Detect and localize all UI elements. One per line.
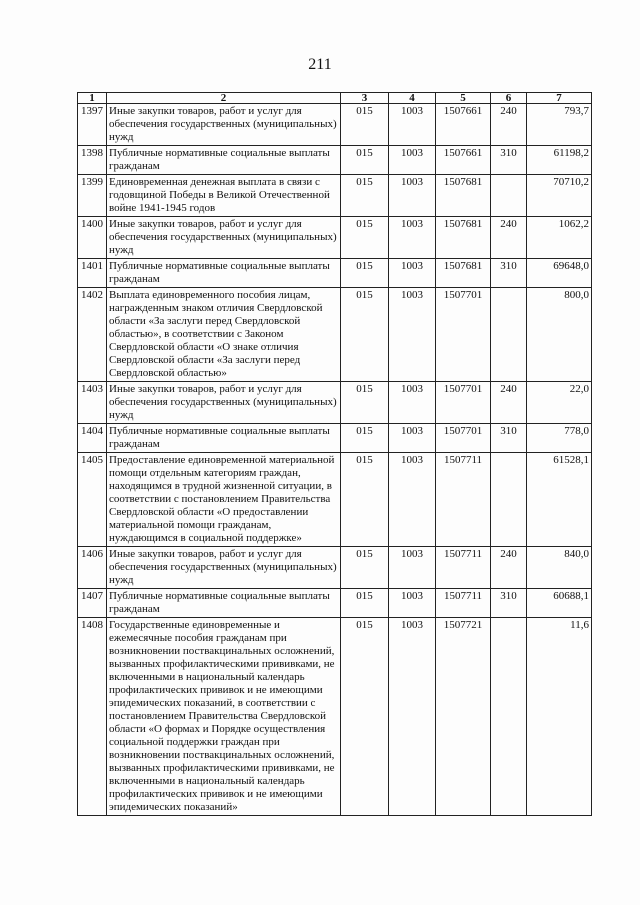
column-header: 5 <box>436 93 491 104</box>
amount: 61528,1 <box>527 453 592 547</box>
admin-code: 015 <box>341 382 389 424</box>
expense-type-code: 240 <box>491 382 527 424</box>
row-name: Выплата единовременного пособия лицам, награжденным знаком отличия Свердловской области «За заслуги перед Свердловской областью», в соответствии с Законом Свердловской области «О знаке отличия Свердловской области «За заслуги перед Свердловской областью» <box>107 288 341 382</box>
section-code: 1003 <box>389 217 436 259</box>
table-row <box>78 424 592 453</box>
page-number: 211 <box>308 56 332 73</box>
table-row <box>78 104 592 146</box>
expense-type-code <box>491 288 527 382</box>
section-code: 1003 <box>389 589 436 618</box>
section-code: 1003 <box>389 424 436 453</box>
section-code: 1003 <box>389 547 436 589</box>
column-header: 2 <box>107 93 341 104</box>
amount: 800,0 <box>527 288 592 382</box>
target-code: 1507711 <box>436 589 491 618</box>
section-code: 1003 <box>389 618 436 816</box>
target-code: 1507681 <box>436 217 491 259</box>
row-number: 1408 <box>78 618 107 816</box>
table-header <box>78 93 592 104</box>
amount: 793,7 <box>527 104 592 146</box>
row-name: Иные закупки товаров, работ и услуг для обеспечения государственных (муниципальных) нужд <box>107 547 341 589</box>
target-code: 1507701 <box>436 382 491 424</box>
table-row <box>78 453 592 547</box>
row-name: Предоставление единовременной материальной помощи отдельным категориям граждан, находящимся в трудной жизненной ситуации, в соответствии с постановлением Правительства Свердловской области «О предоставлении материальной помощи гражданам, нуждающимся в социальной поддержке» <box>107 453 341 547</box>
row-number: 1397 <box>78 104 107 146</box>
row-name: Государственные единовременные и ежемесячные пособия гражданам при возникновении поствакцинальных осложнений, вызванных профилактическими прививками, не включенными в национальный календарь профилактических прививок и не имеющими эпидемических показаний, в соответствии с постановлением Правительства Свердловской области «О формах и Порядке осуществления социальной поддержки граждан при возникновении поствакцинальных осложнений, вызванных профилактическими прививками, не включенными в национальный календарь профилактических прививок и не имеющими эпидемических показаний» <box>107 618 341 816</box>
target-code: 1507681 <box>436 175 491 217</box>
amount: 69648,0 <box>527 259 592 288</box>
expense-type-code: 240 <box>491 547 527 589</box>
row-number: 1406 <box>78 547 107 589</box>
table-body <box>78 104 592 816</box>
admin-code: 015 <box>341 146 389 175</box>
row-number: 1403 <box>78 382 107 424</box>
table-row <box>78 547 592 589</box>
amount: 60688,1 <box>527 589 592 618</box>
amount: 61198,2 <box>527 146 592 175</box>
admin-code: 015 <box>341 217 389 259</box>
row-number: 1401 <box>78 259 107 288</box>
target-code: 1507711 <box>436 453 491 547</box>
expense-type-code: 310 <box>491 424 527 453</box>
row-number: 1407 <box>78 589 107 618</box>
column-header: 7 <box>527 93 592 104</box>
header-row <box>78 93 592 104</box>
row-name: Иные закупки товаров, работ и услуг для обеспечения государственных (муниципальных) нужд <box>107 382 341 424</box>
admin-code: 015 <box>341 175 389 217</box>
target-code: 1507661 <box>436 146 491 175</box>
table-row <box>78 175 592 217</box>
row-name: Публичные нормативные социальные выплаты гражданам <box>107 259 341 288</box>
admin-code: 015 <box>341 618 389 816</box>
column-header: 3 <box>341 93 389 104</box>
admin-code: 015 <box>341 453 389 547</box>
row-name: Публичные нормативные социальные выплаты гражданам <box>107 589 341 618</box>
section-code: 1003 <box>389 382 436 424</box>
row-name: Публичные нормативные социальные выплаты гражданам <box>107 146 341 175</box>
section-code: 1003 <box>389 453 436 547</box>
target-code: 1507701 <box>436 424 491 453</box>
row-number: 1398 <box>78 146 107 175</box>
row-name: Единовременная денежная выплата в связи с годовщиной Победы в Великой Отечественной войне 1941-1945 годов <box>107 175 341 217</box>
column-header: 6 <box>491 93 527 104</box>
budget-table <box>77 92 592 816</box>
admin-code: 015 <box>341 424 389 453</box>
section-code: 1003 <box>389 259 436 288</box>
row-name: Иные закупки товаров, работ и услуг для обеспечения государственных (муниципальных) нужд <box>107 217 341 259</box>
section-code: 1003 <box>389 288 436 382</box>
table-row <box>78 618 592 816</box>
target-code: 1507711 <box>436 547 491 589</box>
expense-type-code <box>491 618 527 816</box>
target-code: 1507681 <box>436 259 491 288</box>
amount: 22,0 <box>527 382 592 424</box>
table-row <box>78 288 592 382</box>
table-row <box>78 217 592 259</box>
table-row <box>78 382 592 424</box>
admin-code: 015 <box>341 288 389 382</box>
table-row <box>78 259 592 288</box>
admin-code: 015 <box>341 547 389 589</box>
row-number: 1402 <box>78 288 107 382</box>
admin-code: 015 <box>341 589 389 618</box>
row-name: Иные закупки товаров, работ и услуг для обеспечения государственных (муниципальных) нужд <box>107 104 341 146</box>
row-number: 1405 <box>78 453 107 547</box>
expense-type-code: 310 <box>491 589 527 618</box>
amount: 70710,2 <box>527 175 592 217</box>
expense-type-code <box>491 453 527 547</box>
expense-type-code: 310 <box>491 259 527 288</box>
amount: 1062,2 <box>527 217 592 259</box>
row-name: Публичные нормативные социальные выплаты гражданам <box>107 424 341 453</box>
admin-code: 015 <box>341 259 389 288</box>
target-code: 1507721 <box>436 618 491 816</box>
expense-type-code <box>491 175 527 217</box>
expense-type-code: 240 <box>491 217 527 259</box>
section-code: 1003 <box>389 104 436 146</box>
expense-type-code: 310 <box>491 146 527 175</box>
table-row <box>78 146 592 175</box>
target-code: 1507701 <box>436 288 491 382</box>
amount: 11,6 <box>527 618 592 816</box>
section-code: 1003 <box>389 175 436 217</box>
row-number: 1404 <box>78 424 107 453</box>
column-header: 4 <box>389 93 436 104</box>
amount: 840,0 <box>527 547 592 589</box>
section-code: 1003 <box>389 146 436 175</box>
amount: 778,0 <box>527 424 592 453</box>
target-code: 1507661 <box>436 104 491 146</box>
table-row <box>78 589 592 618</box>
column-header: 1 <box>78 93 107 104</box>
admin-code: 015 <box>341 104 389 146</box>
row-number: 1400 <box>78 217 107 259</box>
row-number: 1399 <box>78 175 107 217</box>
expense-type-code: 240 <box>491 104 527 146</box>
